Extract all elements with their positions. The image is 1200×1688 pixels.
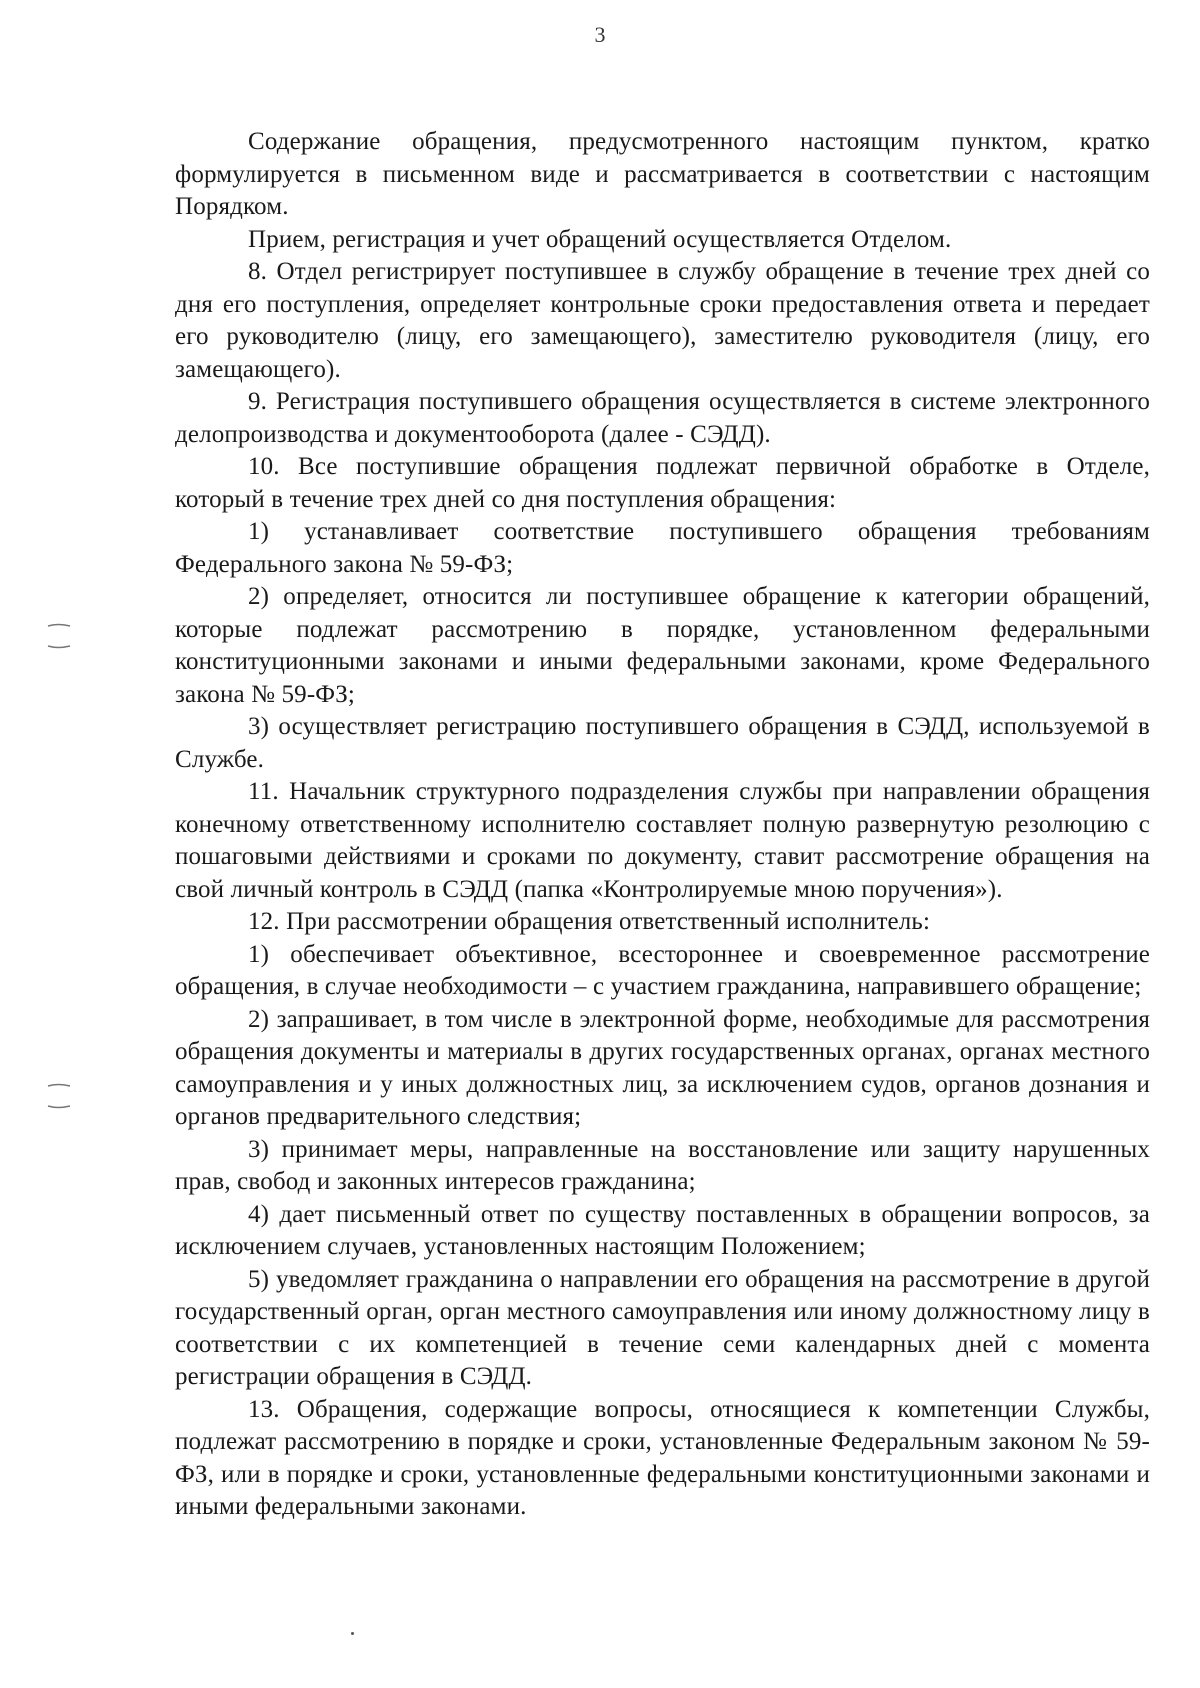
paragraph: 1) обеспечивает объективное, всестороннее и своевременное рассмотрение обращения, в случае необходимости – с участием гражданина, направившего обращение; xyxy=(175,940,1150,1000)
paragraph: 9. Регистрация поступившего обращения осуществляется в системе электронного делопроизводства и документооборота (далее - СЭДД). xyxy=(175,388,1150,448)
binder-hole-mark-top xyxy=(40,622,76,650)
scan-speck xyxy=(351,1632,354,1635)
paragraph: Содержание обращения, предусмотренного настоящим пунктом, кратко формулируется в письменном виде и рассматривается в соответствии с настоящим Порядком. xyxy=(175,128,1150,220)
paragraph: 2) запрашивает, в том числе в электронной форме, необходимые для рассмотрения обращения документы и материалы в других государственных органах, органах местного самоуправления и у иных должностных лиц, за исключением судов, органов дознания и органов предварительного следствия; xyxy=(175,1005,1150,1130)
paragraph: 2) определяет, относится ли поступившее обращение к категории обращений, которые подлежат рассмотрению в порядке, установленном федеральными конституционными законами и иными федеральными законами, кроме Федерального закона № 59-ФЗ; xyxy=(175,583,1150,708)
paragraph: 11. Начальник структурного подразделения службы при направлении обращения конечному ответственному исполнителю составляет полную развернутую резолюцию с пошаговыми действиями и сроками по документу, ставит рассмотрение обращения на свой личный контроль в СЭДД (папка «Контролируемые мною поручения»). xyxy=(175,778,1150,903)
paragraph: 13. Обращения, содержащие вопросы, относящиеся к компетенции Службы, подлежат рассмотрению в порядке и сроки, установленные Федеральным законом № 59-ФЗ, или в порядке и сроки, установленные федеральными конституционными законами и иными федеральными законами. xyxy=(175,1395,1150,1520)
page-number: 3 xyxy=(594,22,606,47)
binder-hole-mark-bottom xyxy=(40,1082,76,1110)
paragraph: Прием, регистрация и учет обращений осуществляется Отделом. xyxy=(248,225,952,253)
paragraph: 3) осуществляет регистрацию поступившего обращения в СЭДД, используемой в Службе. xyxy=(175,713,1150,773)
paragraph: 4) дает письменный ответ по существу поставленных в обращении вопросов, за исключением случаев, установленных настоящим Положением; xyxy=(175,1200,1150,1260)
paragraph: 5) уведомляет гражданина о направлении его обращения на рассмотрение в другой государственный орган, орган местного самоуправления или иному должностному лицу в соответствии с их компетенцией в течение семи календарных дней с момента регистрации обращения в СЭДД. xyxy=(175,1265,1150,1390)
paragraph: 12. При рассмотрении обращения ответственный исполнитель: xyxy=(248,908,931,935)
document-body xyxy=(175,126,1150,1524)
paragraph: 10. Все поступившие обращения подлежат первичной обработке в Отделе, который в течение трех дней со дня поступления обращения: xyxy=(175,453,1150,513)
paragraph: 3) принимает меры, направленные на восстановление или защиту нарушенных прав, свобод и законных интересов гражданина; xyxy=(175,1135,1150,1195)
paragraph: 8. Отдел регистрирует поступившее в службу обращение в течение трех дней со дня его поступления, определяет контрольные сроки предоставления ответа и передает его руководителю (лицу, его замещающего), заместителю руководителя (лицу, его замещающего). xyxy=(175,258,1150,383)
paragraph: 1) устанавливает соответствие поступившего обращения требованиям Федерального закона № 59-ФЗ; xyxy=(175,518,1150,578)
